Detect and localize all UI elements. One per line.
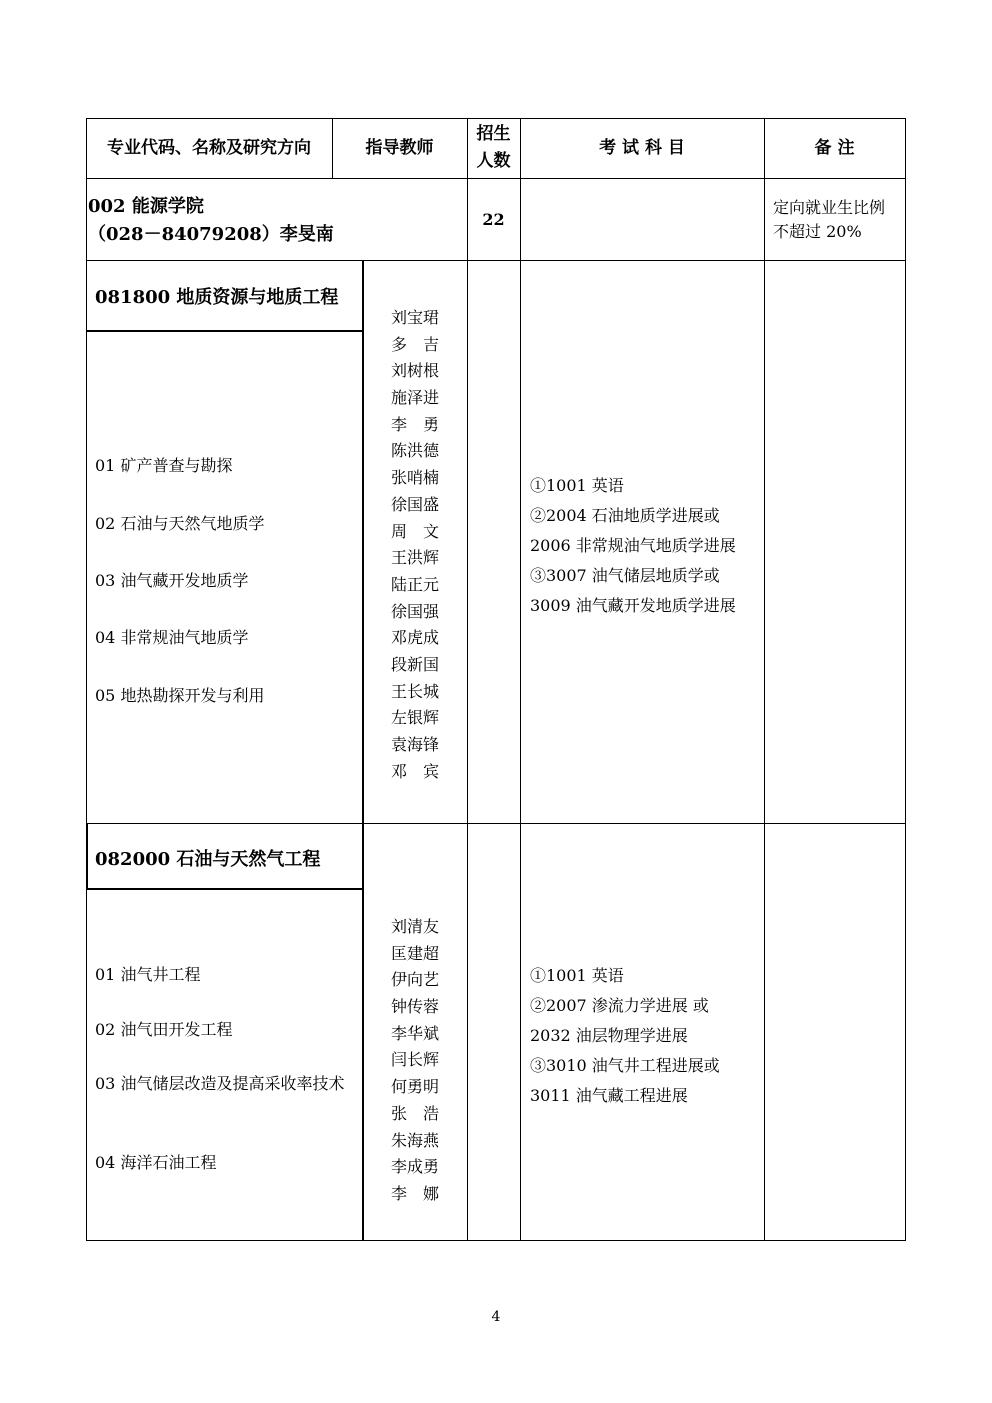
- header-quota-line2: 人数: [476, 151, 511, 171]
- advisor-name: 段新国: [390, 654, 439, 674]
- school-info: [88, 193, 334, 249]
- exam-item: 2032 油层物理学进展: [530, 1026, 688, 1045]
- advisor-name: 李成勇: [390, 1157, 439, 1177]
- page-number: 4: [491, 1309, 501, 1325]
- direction-item: 02 石油与天然气地质学: [95, 514, 265, 533]
- advisor-name: 陆正元: [390, 574, 439, 594]
- advisor-name: 陈洪德: [390, 441, 439, 461]
- advisor-name: 刘树根: [390, 361, 439, 381]
- advisor-name: 钟传蓉: [390, 997, 439, 1017]
- advisor-list: [363, 914, 467, 1208]
- advisor-list: [363, 305, 467, 785]
- exam-item: ②2004 石油地质学进展或: [530, 506, 720, 525]
- exam-item: 3009 油气藏开发地质学进展: [530, 596, 736, 615]
- exam-item: ③3010 油气井工程进展或: [530, 1056, 720, 1075]
- advisor-name: 周 文: [390, 521, 439, 541]
- advisor-name: 邓 宾: [390, 761, 439, 781]
- direction-item: 03 油气储层改造及提高采收率技术: [95, 1074, 345, 1093]
- advisor-name: 左银辉: [390, 708, 439, 728]
- exam-item: ①1001 英语: [530, 476, 624, 495]
- direction-item: 02 油气田开发工程: [95, 1020, 233, 1039]
- exam-item: ②2007 渗流力学进展 或: [530, 996, 709, 1015]
- header-quota-line1: 招生: [476, 124, 511, 144]
- advisor-name: 多 吉: [390, 334, 439, 354]
- major-title: 082000 石油与天然气工程: [95, 849, 321, 870]
- header-quota: [467, 121, 520, 175]
- direction-item: 01 油气井工程: [95, 965, 201, 984]
- advisor-name: 王长城: [390, 681, 439, 701]
- advisor-name: 朱海燕: [390, 1130, 439, 1150]
- advisor-name: 王洪辉: [390, 548, 439, 568]
- exam-item: ③3007 油气储层地质学或: [530, 566, 720, 585]
- advisor-name: 李 勇: [390, 414, 439, 434]
- advisor-name: 闫长辉: [390, 1050, 439, 1070]
- exam-list: [530, 961, 720, 1111]
- direction-item: 04 非常规油气地质学: [95, 628, 249, 647]
- direction-item: 03 油气藏开发地质学: [95, 571, 249, 590]
- direction-item: 04 海洋石油工程: [95, 1153, 217, 1172]
- advisor-name: 伊向艺: [390, 970, 439, 990]
- exam-list: [530, 471, 736, 621]
- advisor-name: 匡建超: [390, 943, 439, 963]
- advisor-name: 何勇明: [390, 1077, 439, 1097]
- header-exam: 考 试 科 目: [599, 138, 685, 158]
- header-remark: 备 注: [814, 138, 855, 158]
- advisor-name: 袁海锋: [390, 735, 439, 754]
- advisor-name: 施泽进: [390, 388, 439, 408]
- advisor-name: 徐国盛: [390, 494, 439, 514]
- exam-item: 2006 非常规油气地质学进展: [530, 536, 736, 555]
- header-advisor: 指导教师: [365, 138, 434, 158]
- advisor-name: 邓虎成: [390, 628, 439, 648]
- school-quota: 22: [482, 210, 505, 229]
- header-major: 专业代码、名称及研究方向: [107, 138, 311, 158]
- advisor-name: 张哨楠: [390, 468, 439, 488]
- direction-item: 01 矿产普查与勘探: [95, 456, 233, 475]
- exam-item: 3011 油气藏工程进展: [530, 1086, 688, 1105]
- major-title: 081800 地质资源与地质工程: [95, 287, 339, 308]
- advisor-name: 张 浩: [390, 1103, 439, 1123]
- school-remark-line2: 不超过 20%: [773, 222, 862, 241]
- school-name: 002 能源学院: [88, 196, 204, 217]
- school-remark-line1: 定向就业生比例: [773, 198, 886, 217]
- school-contact: （028－84079208）李旻南: [88, 224, 334, 245]
- exam-item: ①1001 英语: [530, 966, 624, 985]
- direction-item: 05 地热勘探开发与利用: [95, 686, 265, 705]
- advisor-name: 李华斌: [390, 1023, 439, 1043]
- school-remark: [773, 196, 885, 244]
- advisor-name: 李 娜: [390, 1183, 439, 1203]
- advisor-name: 刘宝珺: [390, 308, 439, 327]
- advisor-name: 刘清友: [390, 917, 439, 936]
- advisor-name: 徐国强: [390, 601, 439, 621]
